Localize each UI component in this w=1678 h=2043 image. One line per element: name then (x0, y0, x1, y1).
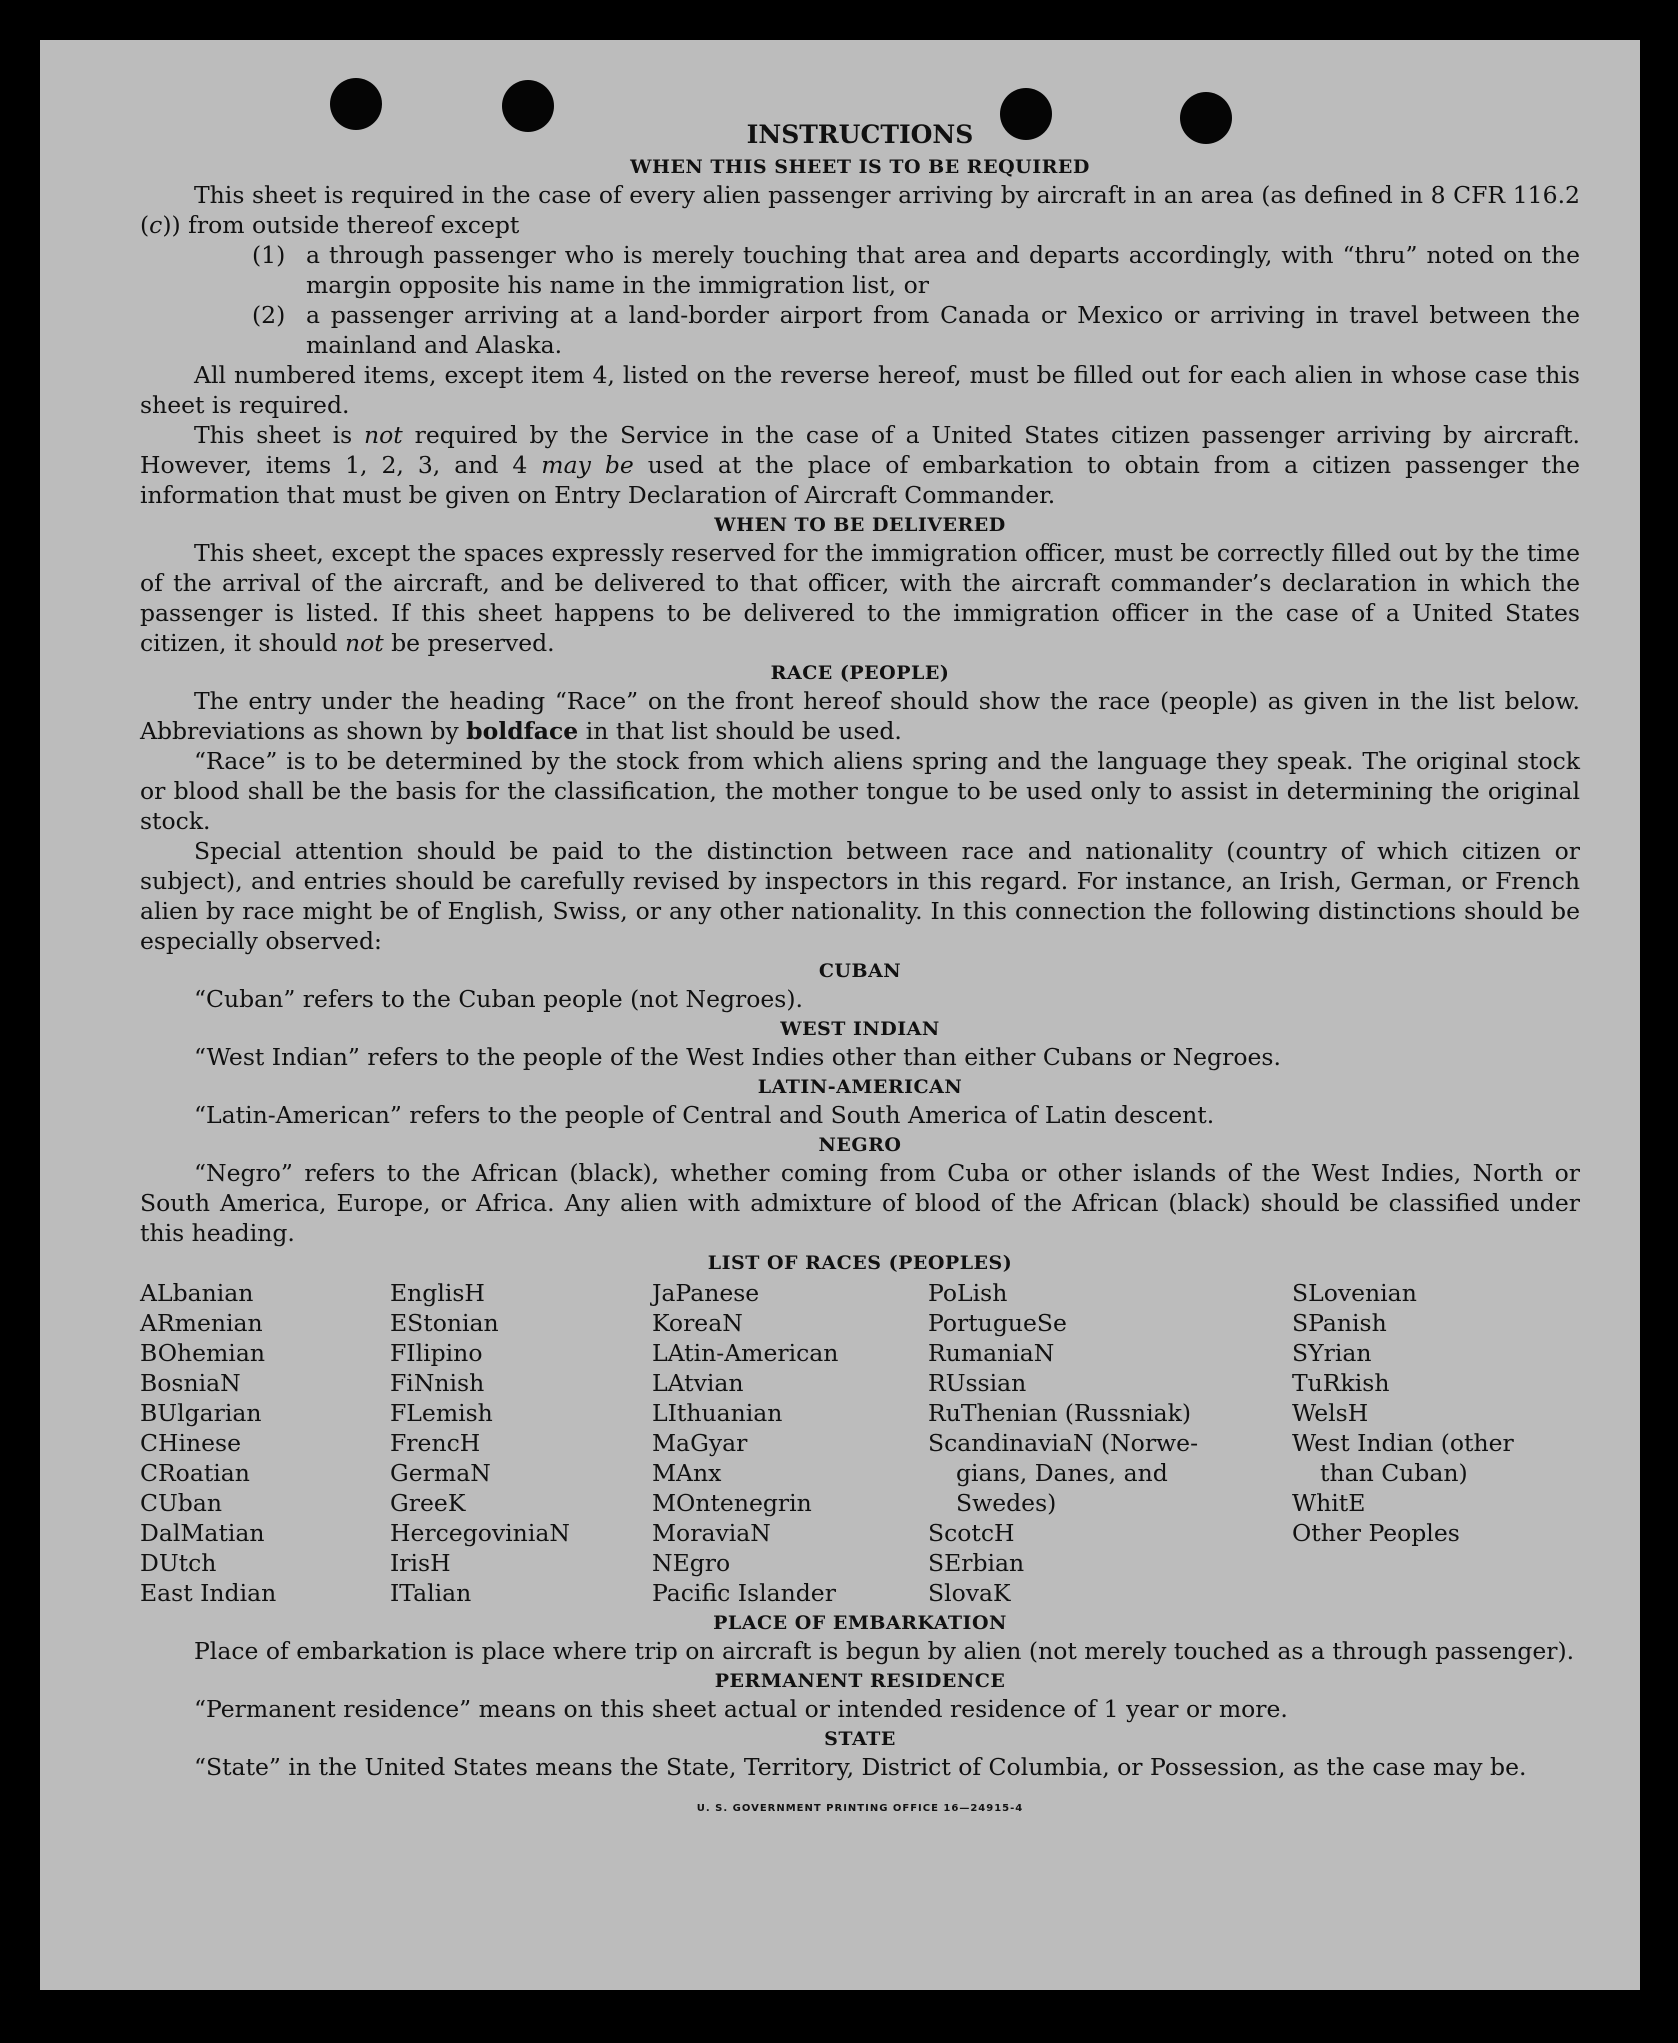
race-item-continued: Swedes) (956, 1489, 1057, 1517)
race-item: SErbian (928, 1549, 1025, 1577)
instruction-sheet (40, 40, 1640, 1990)
page-title: INSTRUCTIONS (746, 120, 974, 149)
race-item: ALbanian (140, 1279, 254, 1307)
race-item: EnglisH (390, 1279, 485, 1307)
section-heading-required: WHEN THIS SHEET IS TO BE REQUIRED (630, 156, 1090, 178)
race-item: SLovenian (1292, 1279, 1417, 1307)
exception-item-2: (2) a passenger arriving at a land-border airport from Canada or Mexico or arriving in travel between the mainland and Alaska. (252, 301, 1580, 359)
document-body (140, 118, 1580, 1824)
required-paragraph: This sheet is required in the case of every alien passenger arriving by aircraft in an area (as defined in 8 CFR 116.2 (c)) from outside thereof except (140, 181, 1580, 239)
race-item: Other Peoples (1292, 1519, 1460, 1547)
printing-office-footer: U. S. GOVERNMENT PRINTING OFFICE 16—24915-4 (696, 1803, 1024, 1814)
race-item: NEgro (652, 1549, 731, 1577)
race-item: SYrian (1292, 1339, 1372, 1367)
races-column-1 (140, 1278, 390, 1608)
race-paragraph-3: Special attention should be paid to the distinction between race and nationality (country of which citizen or subject), and entries should be carefully revised by inspectors in this regard. For instance, an Irish, German, or French alien by race might be of English, Swiss, or any other nationality. In this connection the following distinctions should be especially observed: (140, 837, 1580, 955)
race-item: TuRkish (1292, 1369, 1390, 1397)
race-item: EStonian (390, 1309, 499, 1337)
race-item: FrencH (390, 1429, 481, 1457)
heading-cuban: CUBAN (818, 960, 902, 982)
race-item: HercegoviniaN (390, 1519, 570, 1547)
race-item: CUban (140, 1489, 222, 1517)
race-item: East Indian (140, 1579, 277, 1607)
race-item: FLemish (390, 1399, 493, 1427)
race-item: PoLish (928, 1279, 1008, 1307)
race-item: FiNnish (390, 1369, 485, 1397)
race-item: KoreaN (652, 1309, 743, 1337)
races-column-3 (652, 1278, 928, 1608)
race-item: MoraviaN (652, 1519, 771, 1547)
definition-cuban: “Cuban” refers to the Cuban people (not Negroes). (194, 985, 804, 1013)
race-item: West Indian (other (1292, 1429, 1514, 1457)
definition-west-indian: “West Indian” refers to the people of the West Indies other than either Cubans or Negroes. (194, 1043, 1281, 1071)
race-item: RuThenian (Russniak) (928, 1399, 1191, 1427)
race-item: MAnx (652, 1459, 722, 1487)
race-paragraph-2: “Race” is to be determined by the stock from which aliens spring and the language they speak. The original stock or blood shall be the basis for the classification, the mother tongue to be used only to assist in determining the original stock. (140, 747, 1580, 835)
race-item: LIthuanian (652, 1399, 783, 1427)
race-item: RumaniaN (928, 1339, 1055, 1367)
races-column-5 (1292, 1278, 1580, 1608)
numbered-items-paragraph: All numbered items, except item 4, listed on the reverse hereof, must be filled out for each alien in whose case this sheet is required. (140, 361, 1580, 419)
race-item: MaGyar (652, 1429, 748, 1457)
race-item: JaPanese (652, 1279, 760, 1307)
heading-west-indian: WEST INDIAN (780, 1018, 940, 1040)
race-item: Pacific Islander (652, 1579, 836, 1607)
race-item: IrisH (390, 1549, 451, 1577)
exception-item-1: (1) a through passenger who is merely touching that area and departs accordingly, with “thru” noted on the margin opposite his name in the immigration list, or (252, 241, 1580, 299)
race-item: LAtin-American (652, 1339, 839, 1367)
race-item: ITalian (390, 1579, 472, 1607)
races-column-4 (928, 1278, 1292, 1608)
race-item: BUlgarian (140, 1399, 262, 1427)
heading-list-of-races: LIST OF RACES (PEOPLES) (707, 1252, 1013, 1274)
citizen-paragraph: This sheet is not required by the Service in the case of a United States citizen passenger arriving by aircraft. However, items 1, 2, 3, and 4 may be used at the place of embarkation to obtain from a citizen passenger the information that must be given on Entry Declaration of Aircraft Commander. (140, 421, 1580, 509)
definition-residence: “Permanent residence” means on this sheet actual or intended residence of 1 year or more. (194, 1695, 1288, 1723)
race-item: GreeK (390, 1489, 466, 1517)
heading-place-of-embarkation: PLACE OF EMBARKATION (713, 1612, 1007, 1634)
race-item: CHinese (140, 1429, 241, 1457)
race-item: ScotcH (928, 1519, 1015, 1547)
race-item: PortugueSe (928, 1309, 1067, 1337)
definition-negro: “Negro” refers to the African (black), whether coming from Cuba or other islands of the West Indies, North or South America, Europe, or Africa. Any alien with admixture of blood of the African (black) should be classified under this heading. (140, 1159, 1580, 1247)
race-item: SlovaK (928, 1579, 1011, 1607)
heading-state: STATE (824, 1728, 896, 1750)
race-item: BOhemian (140, 1339, 265, 1367)
delivered-paragraph: This sheet, except the spaces expressly reserved for the immigration officer, must be correctly filled out by the time of the arrival of the aircraft, and be delivered to that officer, with the aircraft commander’s declaration in which the passenger is listed. If this sheet happens to be delivered to the immigration officer in the case of a United States citizen, it should not be preserved. (140, 539, 1580, 657)
race-item: ScandinaviaN (Norwe- (928, 1429, 1199, 1457)
definition-state: “State” in the United States means the State, Territory, District of Columbia, or Possession, as the case may be. (194, 1753, 1527, 1781)
race-item: LAtvian (652, 1369, 744, 1397)
definition-embarkation: Place of embarkation is place where trip on aircraft is begun by alien (not merely touched as a through passenger). (194, 1637, 1575, 1665)
race-item: MOntenegrin (652, 1489, 812, 1517)
race-item-continued: gians, Danes, and (956, 1459, 1168, 1487)
race-item: SPanish (1292, 1309, 1387, 1337)
race-item: BosniaN (140, 1369, 241, 1397)
race-item: DUtch (140, 1549, 217, 1577)
race-item: DalMatian (140, 1519, 265, 1547)
heading-latin-american: LATIN-AMERICAN (757, 1076, 963, 1098)
heading-negro: NEGRO (818, 1134, 902, 1156)
races-column-2 (390, 1278, 652, 1608)
race-item-continued: than Cuban) (1320, 1459, 1468, 1487)
heading-permanent-residence: PERMANENT RESIDENCE (714, 1670, 1006, 1692)
race-item: WhitE (1292, 1489, 1366, 1517)
section-heading-delivered: WHEN TO BE DELIVERED (714, 514, 1006, 536)
race-item: FIlipino (390, 1339, 483, 1367)
race-paragraph-1: The entry under the heading “Race” on the front hereof should show the race (people) as given in the list below. Abbreviations as shown by boldface in that list should be used. (140, 687, 1580, 745)
definition-latin-american: “Latin-American” refers to the people of Central and South America of Latin descent. (194, 1101, 1215, 1129)
race-item: WelsH (1292, 1399, 1369, 1427)
race-item: CRoatian (140, 1459, 250, 1487)
race-item: ARmenian (140, 1309, 263, 1337)
race-item: RUssian (928, 1369, 1027, 1397)
races-list (140, 1278, 1580, 1608)
race-item: GermaN (390, 1459, 491, 1487)
section-heading-race: RACE (PEOPLE) (770, 662, 950, 684)
